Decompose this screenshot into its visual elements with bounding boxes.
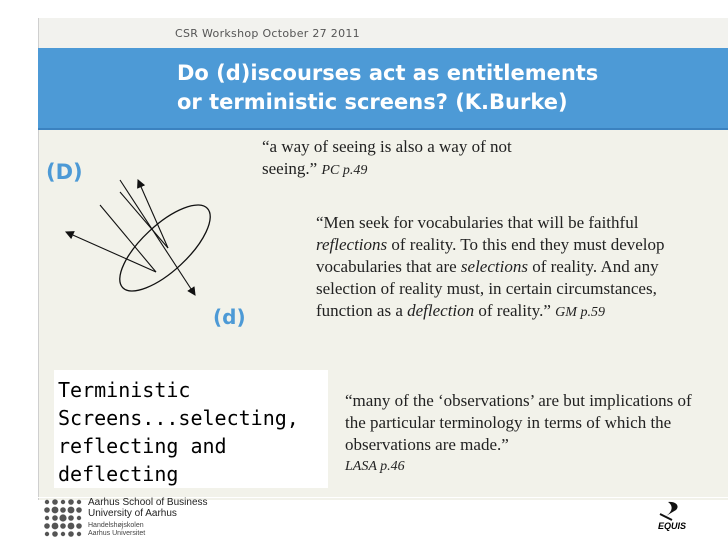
school-name [88,497,208,519]
school-name-danish [88,522,145,538]
school-name-line-1: Aarhus School of Business [88,497,208,508]
quote-vocab-em-deflection: deflection [407,301,475,320]
quote-vocab-cite: GM p.59 [555,305,605,320]
arrow-line [100,205,156,272]
terministic-screens-text [58,376,328,488]
workshop-label: CSR Workshop October 27 2011 [175,27,360,40]
screens-line-2: Screens...selecting, [58,406,299,430]
quote-seeing-cite: PC p.49 [321,163,368,178]
quote-vocabularies [316,212,711,324]
title-line-1: Do (d)iscourses act as entitlements [177,61,599,85]
quote-seeing-line-1: “a way of seeing is also a way of not [262,137,512,156]
small-d-label: (d) [213,305,246,329]
screens-line-1: Terministic [58,378,191,402]
quote-vocab-em-selections: selections [460,257,528,276]
danish-line-2: Aarhus Universitet [88,530,146,537]
quote-seeing-text: seeing.” [262,159,318,178]
quote-vocab-part-4: of reality.” [474,301,551,320]
quote-vocab-part-3: of reality. And any selection of reality must, in certain circumstances, function as a [316,257,659,320]
arrow-line [120,192,168,248]
university-logo-icon [42,497,84,539]
quote-vocab-part-1: “Men seek for vocabularies that will be faithful [316,213,639,232]
equis-label: EQUIS [658,521,687,531]
screen-diagram [60,170,230,320]
slide-title [177,59,697,117]
quote-observations [345,390,715,478]
quote-vocab-em-reflections: reflections [316,235,388,254]
quote-observations-text: “many of the ‘observations’ are but implications of the particular terminology in terms of which the observations are made.” [345,391,692,454]
quote-seeing-line-2 [262,158,592,182]
school-name-line-2: University of Aarhus [88,508,177,519]
title-line-2: or terministic screens? (K.Burke) [177,90,568,114]
arrow-line [120,180,195,295]
header-strip [38,18,728,48]
quote-observations-cite: LASA p.46 [345,459,405,474]
screens-line-3: reflecting and [58,434,227,458]
quote-seeing [262,136,592,182]
screens-line-4: deflecting [58,462,179,486]
big-d-label: (D) [46,160,83,184]
danish-line-1: Handelshøjskolen [88,522,144,529]
quote-vocab-part-2: of reality. To this end they must develop vocabularies that are [316,235,665,276]
